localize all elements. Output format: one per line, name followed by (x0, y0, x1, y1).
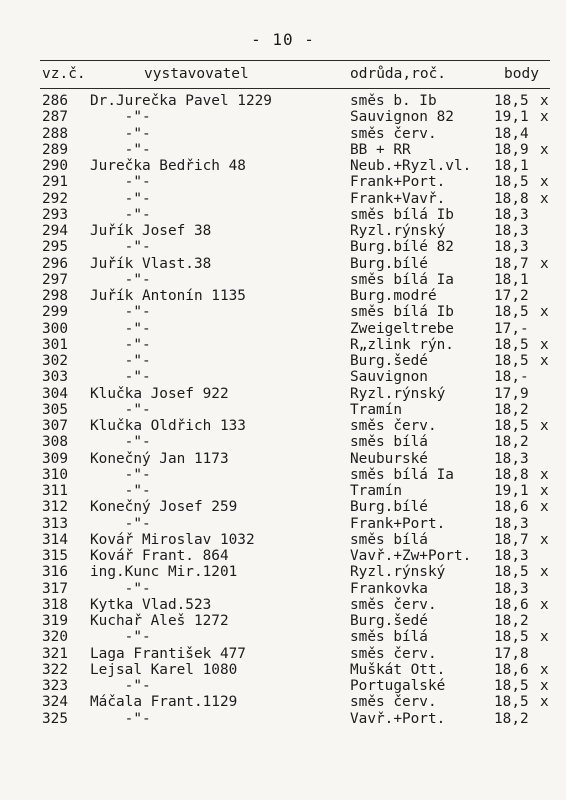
exhibitor: Kovář Miroslav 1032 (90, 531, 255, 548)
points: 18,2 (494, 613, 529, 629)
award-mark: x (540, 678, 549, 694)
table-row (42, 288, 550, 304)
table-row (42, 548, 550, 564)
table-row (42, 223, 550, 239)
variety: BB + RR (350, 141, 411, 158)
exhibitor: Klučka Josef 922 (90, 385, 229, 402)
points: 18,1 (494, 158, 529, 174)
header-exhibitor: vystavovatel (144, 66, 249, 82)
sample-number: 312 (42, 499, 68, 516)
exhibitor: ing.Kunc Mir.1201 (90, 564, 238, 581)
variety: Burg.modré (350, 288, 437, 304)
table-row (42, 532, 550, 548)
exhibitor: -"- (90, 483, 151, 499)
header-points: body (504, 66, 539, 82)
table-row (42, 93, 550, 109)
points: 19,1 (494, 483, 529, 499)
table-row (42, 191, 550, 207)
table-row (42, 321, 550, 337)
sample-number: 313 (42, 515, 68, 532)
variety: Burg.šedé (350, 353, 428, 369)
variety: směs červ. (350, 125, 437, 142)
exhibitor: -"- (90, 515, 151, 532)
exhibitor: -"- (90, 710, 151, 727)
sample-number: 311 (42, 483, 68, 499)
table-row (42, 272, 550, 288)
sample-number: 322 (42, 661, 68, 678)
table-row (42, 304, 550, 320)
points: 18,6 (494, 661, 529, 678)
variety: Frank+Port. (350, 174, 446, 191)
sample-number: 317 (42, 580, 68, 597)
header-rule (40, 88, 550, 89)
award-mark: x (540, 629, 549, 646)
points: 18,3 (494, 223, 529, 239)
exhibitor: Laga František 477 (90, 645, 246, 662)
table-row (42, 337, 550, 353)
variety: Vavř.+Zw+Port. (350, 548, 472, 564)
sample-number: 324 (42, 694, 68, 711)
exhibitor: -"- (90, 190, 151, 207)
table-header (42, 66, 550, 86)
points: 18,5 (494, 564, 529, 581)
variety: Sauvignon (350, 369, 428, 386)
sample-number: 300 (42, 320, 68, 337)
sample-number: 321 (42, 645, 68, 662)
exhibitor: -"- (90, 239, 151, 256)
exhibitor: -"- (90, 466, 151, 483)
exhibitor: Konečný Josef 259 (90, 499, 238, 516)
exhibitor: -"- (90, 353, 151, 369)
exhibitor: -"- (90, 434, 151, 451)
points: 18,5 (494, 678, 529, 694)
variety: směs bílá (350, 434, 428, 451)
table-row (42, 564, 550, 580)
points: 18,7 (494, 255, 529, 272)
variety: směs bílá Ib (350, 206, 454, 223)
exhibitor: Kytka Vlad.523 (90, 596, 212, 613)
points: 17,- (494, 320, 529, 337)
sample-number: 309 (42, 450, 68, 467)
exhibitor: -"- (90, 125, 151, 142)
points: 18,3 (494, 206, 529, 223)
points: 18,- (494, 369, 529, 386)
table-row (42, 239, 550, 255)
points: 18,5 (494, 304, 529, 321)
table-row (42, 467, 550, 483)
exhibitor: -"- (90, 271, 151, 288)
award-mark: x (540, 596, 549, 613)
variety: Zweigeltrebe (350, 320, 454, 337)
award-mark: x (540, 141, 549, 158)
variety: Tramín (350, 401, 402, 418)
variety: směs červ. (350, 694, 437, 711)
variety: Neub.+Ryzl.vl. (350, 158, 472, 174)
sample-number: 304 (42, 385, 68, 402)
sample-number: 299 (42, 304, 68, 321)
points: 18,3 (494, 239, 529, 256)
table-row (42, 256, 550, 272)
exhibitor: Juřík Josef 38 (90, 223, 212, 239)
exhibitor: -"- (90, 304, 151, 321)
variety: směs bílá Ia (350, 466, 454, 483)
points: 18,3 (494, 548, 529, 564)
award-mark: x (540, 466, 549, 483)
table-row (42, 451, 550, 467)
award-mark: x (540, 190, 549, 207)
table-row (42, 386, 550, 402)
exhibitor: -"- (90, 174, 151, 191)
table-row (42, 694, 550, 710)
sample-number: 315 (42, 548, 68, 564)
table-row (42, 629, 550, 645)
variety: R„zlink rýn. (350, 336, 454, 353)
variety: směs červ. (350, 645, 437, 662)
header-sample-number: vz.č. (42, 66, 86, 82)
variety: Ryzl.rýnský (350, 385, 446, 402)
points: 18,3 (494, 580, 529, 597)
sample-number: 308 (42, 434, 68, 451)
variety: Ryzl.rýnský (350, 223, 446, 239)
table-row (42, 207, 550, 223)
sample-number: 296 (42, 255, 68, 272)
page-number: - 10 - (251, 30, 315, 49)
variety: Muškát Ott. (350, 661, 446, 678)
exhibitor: Klučka Oldřich 133 (90, 418, 246, 434)
points: 18,9 (494, 141, 529, 158)
variety: Neuburské (350, 450, 428, 467)
table-row (42, 434, 550, 450)
table-row (42, 369, 550, 385)
variety: směs bílá Ia (350, 271, 454, 288)
points: 18,3 (494, 450, 529, 467)
exhibitor: -"- (90, 369, 151, 386)
sample-number: 307 (42, 418, 68, 434)
points: 18,6 (494, 499, 529, 516)
points: 18,5 (494, 93, 529, 109)
variety: Frankovka (350, 580, 428, 597)
sample-number: 297 (42, 271, 68, 288)
table-row (42, 499, 550, 515)
variety: směs bílá (350, 531, 428, 548)
sample-number: 305 (42, 401, 68, 418)
table-row (42, 483, 550, 499)
variety: Vavř.+Port. (350, 710, 446, 727)
award-mark: x (540, 499, 549, 516)
award-mark: x (540, 93, 549, 109)
points: 17,9 (494, 385, 529, 402)
table-row (42, 126, 550, 142)
award-mark: x (540, 255, 549, 272)
table-row (42, 174, 550, 190)
sample-number: 325 (42, 710, 68, 727)
variety: směs červ. (350, 418, 437, 434)
exhibitor: -"- (90, 320, 151, 337)
points: 18,5 (494, 694, 529, 711)
sample-number: 289 (42, 141, 68, 158)
variety: Burg.šedé (350, 613, 428, 629)
award-mark: x (540, 304, 549, 321)
points: 18,5 (494, 174, 529, 191)
exhibitor: Kovář Frant. 864 (90, 548, 229, 564)
table-row (42, 678, 550, 694)
award-mark: x (540, 661, 549, 678)
award-mark: x (540, 483, 549, 499)
points: 18,3 (494, 515, 529, 532)
table-row (42, 418, 550, 434)
variety: Tramín (350, 483, 402, 499)
exhibitor: Juřík Antonín 1135 (90, 288, 246, 304)
table-row (42, 109, 550, 125)
table-row (42, 662, 550, 678)
table-row (42, 646, 550, 662)
table-row (42, 711, 550, 727)
points: 18,8 (494, 466, 529, 483)
exhibitor: -"- (90, 401, 151, 418)
exhibitor: Juřík Vlast.38 (90, 255, 212, 272)
points: 18,2 (494, 434, 529, 451)
points: 19,1 (494, 109, 529, 126)
table-row (42, 402, 550, 418)
sample-number: 294 (42, 223, 68, 239)
exhibitor: -"- (90, 629, 151, 646)
table-row (42, 353, 550, 369)
variety: Portugalské (350, 678, 446, 694)
variety: směs b. Ib (350, 93, 437, 109)
table-row (42, 158, 550, 174)
sample-number: 319 (42, 613, 68, 629)
exhibitor: -"- (90, 141, 151, 158)
exhibitor: Konečný Jan 1173 (90, 450, 229, 467)
points: 18,1 (494, 271, 529, 288)
exhibitor: Kuchař Aleš 1272 (90, 613, 229, 629)
sample-number: 323 (42, 678, 68, 694)
sample-number: 298 (42, 288, 68, 304)
exhibitor: Máčala Frant.1129 (90, 694, 238, 711)
sample-number: 295 (42, 239, 68, 256)
sample-number: 287 (42, 109, 68, 126)
award-mark: x (540, 531, 549, 548)
table-row (42, 581, 550, 597)
exhibitor: -"- (90, 206, 151, 223)
variety: Frank+Port. (350, 515, 446, 532)
award-mark: x (540, 353, 549, 369)
sample-number: 286 (42, 93, 68, 109)
sample-number: 288 (42, 125, 68, 142)
points: 18,6 (494, 596, 529, 613)
award-mark: x (540, 336, 549, 353)
variety: Burg.bílé (350, 499, 428, 516)
points: 18,5 (494, 629, 529, 646)
sample-number: 303 (42, 369, 68, 386)
award-mark: x (540, 564, 549, 581)
exhibitor: Lejsal Karel 1080 (90, 661, 238, 678)
variety: Burg.bílé (350, 255, 428, 272)
points: 18,2 (494, 401, 529, 418)
table-row (42, 613, 550, 629)
award-mark: x (540, 109, 549, 126)
points: 18,5 (494, 336, 529, 353)
results-table (42, 93, 550, 727)
header-variety: odrůda,roč. (350, 66, 447, 82)
sample-number: 302 (42, 353, 68, 369)
variety: Burg.bílé 82 (350, 239, 454, 256)
exhibitor: -"- (90, 336, 151, 353)
exhibitor: Jurečka Bedřich 48 (90, 158, 246, 174)
sample-number: 290 (42, 158, 68, 174)
top-rule (40, 60, 550, 61)
variety: směs bílá Ib (350, 304, 454, 321)
exhibitor: -"- (90, 109, 151, 126)
exhibitor: -"- (90, 580, 151, 597)
points: 17,8 (494, 645, 529, 662)
points: 18,8 (494, 190, 529, 207)
variety: Frank+Vavř. (350, 190, 446, 207)
sample-number: 292 (42, 190, 68, 207)
sample-number: 316 (42, 564, 68, 581)
table-row (42, 142, 550, 158)
table-row (42, 516, 550, 532)
points: 18,5 (494, 418, 529, 434)
sample-number: 318 (42, 596, 68, 613)
variety: Ryzl.rýnský (350, 564, 446, 581)
sample-number: 314 (42, 531, 68, 548)
sample-number: 293 (42, 206, 68, 223)
points: 18,2 (494, 710, 529, 727)
sample-number: 320 (42, 629, 68, 646)
award-mark: x (540, 418, 549, 434)
sample-number: 310 (42, 466, 68, 483)
variety: směs bílá (350, 629, 428, 646)
award-mark: x (540, 694, 549, 711)
points: 17,2 (494, 288, 529, 304)
award-mark: x (540, 174, 549, 191)
exhibitor: Dr.Jurečka Pavel 1229 (90, 93, 272, 109)
points: 18,4 (494, 125, 529, 142)
points: 18,5 (494, 353, 529, 369)
sample-number: 291 (42, 174, 68, 191)
variety: Sauvignon 82 (350, 109, 454, 126)
points: 18,7 (494, 531, 529, 548)
sample-number: 301 (42, 336, 68, 353)
exhibitor: -"- (90, 678, 151, 694)
table-row (42, 597, 550, 613)
variety: směs červ. (350, 596, 437, 613)
